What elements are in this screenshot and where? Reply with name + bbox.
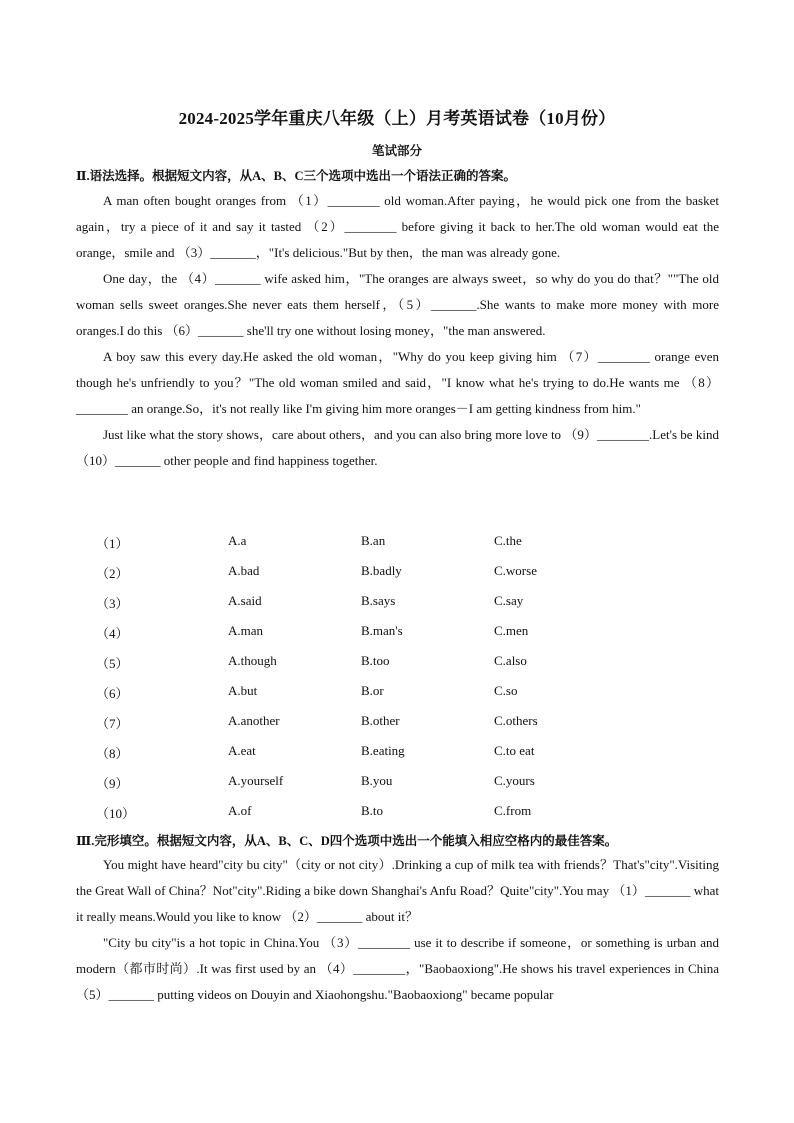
question-number: （7） <box>96 716 129 731</box>
section-3-passage <box>76 852 719 1008</box>
section-2-heading: Ⅱ.语法选择。根据短文内容，从A、B、C三个选项中选出一个语法正确的答案。 <box>76 169 517 183</box>
option-row <box>96 799 696 829</box>
passage-paragraph: "City bu city"is a hot topic in China.You （3）________ use it to describe if someone，or something is urban and modern（都市时尚）.It was first used by an （4）________，"Baobaoxiong".He shows his travel experiences in China （5）_______ putting videos on Douyin and Xiaohongshu."Baobaoxiong" became popular <box>76 935 719 1002</box>
question-number: （3） <box>96 596 129 611</box>
option-a[interactable]: A.man <box>228 623 264 638</box>
question-number: （8） <box>96 746 129 761</box>
question-number: （2） <box>96 566 129 581</box>
option-a[interactable]: A.yourself <box>228 773 284 788</box>
question-number: （6） <box>96 686 129 701</box>
option-c[interactable]: C.say <box>494 593 524 608</box>
passage-paragraph: Just like what the story shows，care about others，and you can also bring more love to （9）________.Let's be kind （10）_______ other people and find happiness together. <box>76 427 719 468</box>
option-c[interactable]: C.the <box>494 533 522 548</box>
options-table <box>96 529 696 829</box>
question-number: （5） <box>96 656 129 671</box>
option-a[interactable]: A.of <box>228 803 252 818</box>
option-row <box>96 529 696 559</box>
passage-paragraph: You might have heard"city bu city"（city or not city）.Drinking a cup of milk tea with friends？That's"city".Visiting the Great Wall of China？Not"city".Riding a bike down Shanghai's Anfu Road？Quite"city".You may （1）_______ what it really means.Would you like to know （2）_______ about it？ <box>76 857 719 924</box>
option-b[interactable]: B.man's <box>361 623 403 638</box>
option-b[interactable]: B.eating <box>361 743 405 758</box>
option-c[interactable]: C.so <box>494 683 518 698</box>
option-a[interactable]: A.said <box>228 593 262 608</box>
option-c[interactable]: C.yours <box>494 773 535 788</box>
option-b[interactable]: B.too <box>361 653 390 668</box>
page-subtitle: 笔试部分 <box>371 144 422 158</box>
option-a[interactable]: A.a <box>228 533 247 548</box>
option-row <box>96 739 696 769</box>
option-c[interactable]: C.to eat <box>494 743 535 758</box>
option-c[interactable]: C.men <box>494 623 529 638</box>
passage-paragraph: One day，the （4）_______ wife asked him，"The oranges are always sweet，so why do you do that？""The old woman sells sweet oranges.She never eats them herself，（5）_______.She wants to make more money with more oranges.I do this （6）_______ she'll try one without losing money，"the man answered. <box>76 271 719 338</box>
option-c[interactable]: C.others <box>494 713 538 728</box>
section-3-heading: Ⅲ.完形填空。根据短文内容，从A、B、C、D四个选项中选出一个能填入相应空格内的最佳答案。 <box>76 834 618 848</box>
option-b[interactable]: B.an <box>361 533 386 548</box>
option-row <box>96 679 696 709</box>
question-number: （9） <box>96 776 129 791</box>
page-title: 2024-2025学年重庆八年级（上）月考英语试卷（10月份） <box>178 109 616 128</box>
option-row <box>96 619 696 649</box>
option-row <box>96 709 696 739</box>
option-row <box>96 559 696 589</box>
question-number: （4） <box>96 626 129 641</box>
option-b[interactable]: B.to <box>361 803 384 818</box>
option-a[interactable]: A.another <box>228 713 280 728</box>
option-a[interactable]: A.eat <box>228 743 256 758</box>
option-row <box>96 769 696 799</box>
passage-paragraph: A man often bought oranges from （1）________ old woman.After paying，he would pick one from the basket again，try a piece of it and say it tasted （2）________ before giving it back to her.The old woman would eat the orange，smile and （3）_______，"It's delicious."But by then，the man was already gone. <box>76 193 719 260</box>
question-number: （10） <box>96 806 136 821</box>
option-c[interactable]: C.worse <box>494 563 537 578</box>
option-b[interactable]: B.other <box>361 713 400 728</box>
option-b[interactable]: B.says <box>361 593 396 608</box>
option-b[interactable]: B.badly <box>361 563 402 578</box>
option-row <box>96 589 696 619</box>
option-c[interactable]: C.also <box>494 653 527 668</box>
option-a[interactable]: A.though <box>228 653 277 668</box>
option-a[interactable]: A.bad <box>228 563 260 578</box>
option-b[interactable]: B.you <box>361 773 393 788</box>
question-number: （1） <box>96 536 129 551</box>
option-row <box>96 649 696 679</box>
section-2-passage <box>76 188 719 474</box>
option-a[interactable]: A.but <box>228 683 258 698</box>
option-b[interactable]: B.or <box>361 683 384 698</box>
option-c[interactable]: C.from <box>494 803 532 818</box>
passage-paragraph: A boy saw this every day.He asked the old woman，"Why do you keep giving him （7）________ orange even though he's unfriendly to you？"The old woman smiled and said，"I know what he's trying to do.He wants me （8）________ an orange.So，it's not really like I'm giving him more oranges－I am getting kindness from him." <box>76 349 719 416</box>
